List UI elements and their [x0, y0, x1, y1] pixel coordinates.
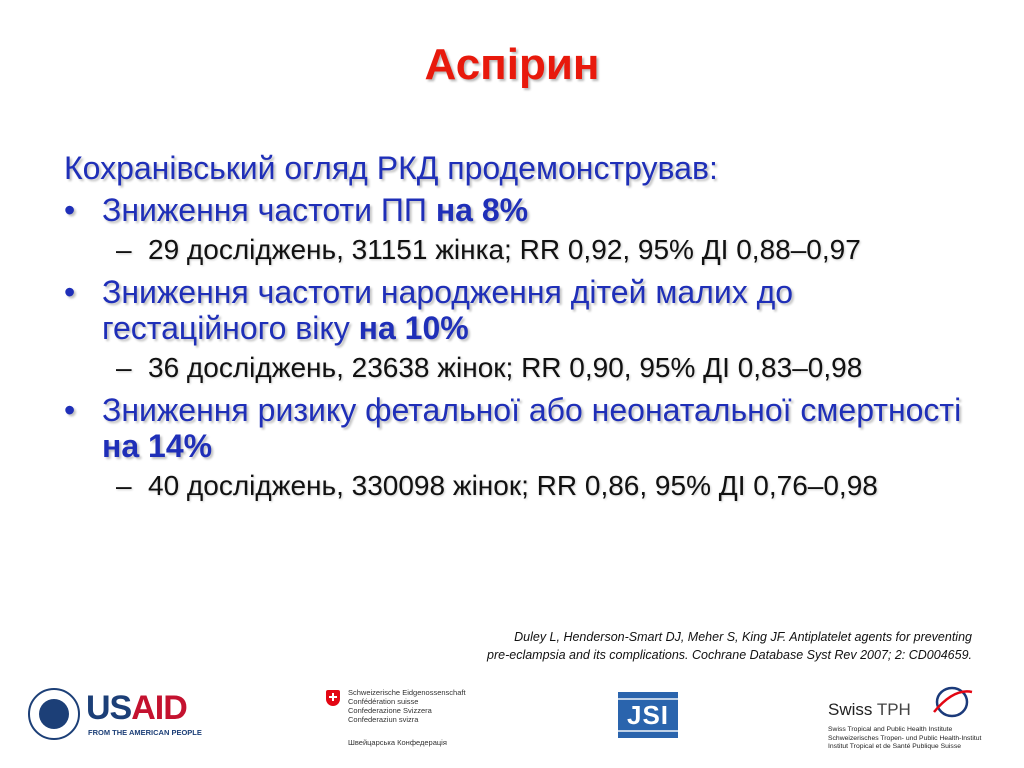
sub-item — [64, 470, 974, 502]
usaid-tagline: FROM THE AMERICAN PEOPLE — [88, 728, 202, 737]
usaid-logo — [28, 688, 202, 744]
bullet-icon: • — [64, 274, 76, 310]
swiss-tph-swoosh-icon — [930, 682, 974, 722]
bullet-item — [64, 392, 974, 464]
bullet-item — [64, 274, 974, 346]
sub-item — [64, 234, 974, 266]
bullet-highlight: на 10% — [358, 310, 469, 346]
dash-icon: – — [116, 470, 132, 501]
lead-text: Кохранівський огляд РКД продемонстрував: — [64, 150, 718, 186]
citation-line: pre-eclampsia and its complications. Cochrane Database Syst Rev 2007; 2: CD004659. — [487, 648, 972, 662]
jsi-logo — [618, 692, 678, 738]
sub-item — [64, 352, 974, 384]
bullet-text: Зниження частоти ПП — [102, 192, 436, 228]
swiss-cyrillic-text: Швейцарська Конфедерація — [348, 738, 447, 747]
usaid-seal-icon — [28, 688, 80, 740]
slide-content — [64, 150, 974, 510]
citation-line: Duley L, Henderson-Smart DJ, Meher S, King JF. Antiplatelet agents for preventing — [514, 630, 972, 644]
swiss-confederation-logo — [326, 688, 486, 754]
swiss-text: Schweizerische Eidgenossenschaft Confédération suisse Confederazione Svizzera Confederaziun svizra — [348, 688, 466, 724]
sub-text: 36 досліджень, 23638 жінок; RR 0,90, 95% ДІ 0,83–0,98 — [148, 352, 863, 383]
bullet-text: Зниження ризику фетальної або неонатальної смертності — [102, 392, 962, 428]
jsi-wordmark: JSI — [626, 700, 670, 730]
sub-text: 29 досліджень, 31151 жінка; RR 0,92, 95% ДІ 0,88–0,97 — [148, 234, 861, 265]
bullet-highlight: на 14% — [102, 428, 213, 464]
sub-text: 40 досліджень, 330098 жінок; RR 0,86, 95% ДІ 0,76–0,98 — [148, 470, 878, 501]
swiss-flag-icon — [326, 690, 340, 706]
usaid-wordmark: USAID — [86, 689, 187, 727]
bullet-icon: • — [64, 192, 76, 228]
bullet-icon: • — [64, 392, 76, 428]
swiss-tph-institute: Swiss Tropical and Public Health Institute Schweizerisches Tropen- und Public Health-Institut Institut Tropical et de Santé Publique Suisse — [828, 726, 982, 750]
slide-title: Аспірин — [424, 40, 600, 89]
swiss-tph-name: Swiss TPH — [828, 700, 911, 719]
dash-icon: – — [116, 234, 132, 265]
swiss-tph-logo — [826, 680, 1006, 760]
dash-icon: – — [116, 352, 132, 383]
bullet-item — [64, 192, 974, 228]
citation — [352, 628, 972, 664]
bullet-text: Зниження частоти народження дітей малих до гестаційного віку — [102, 274, 794, 346]
bullet-highlight: на 8% — [435, 192, 529, 228]
logo-bar — [0, 680, 1024, 760]
